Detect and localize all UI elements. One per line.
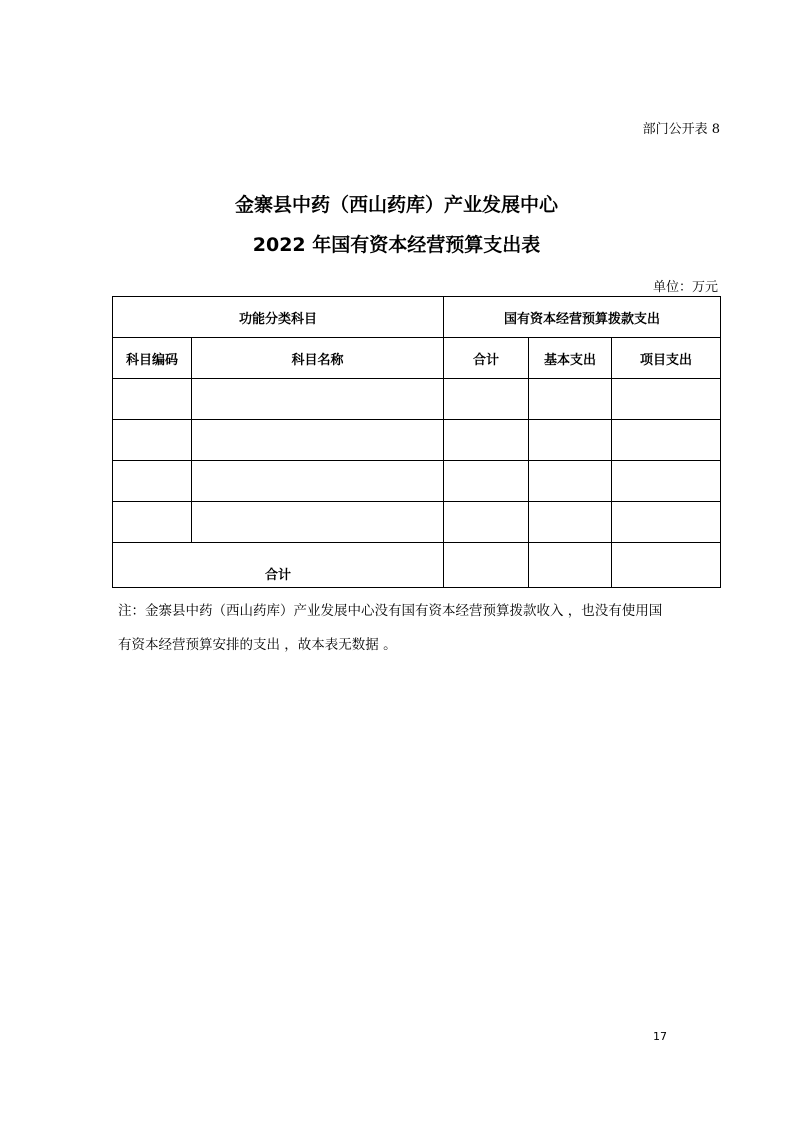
page-title-table: 2022 年国有资本经营预算支出表 [252,234,541,256]
table-cell [529,461,612,502]
table-total-row [113,543,721,588]
table-cell [444,379,529,420]
table-cell [444,461,529,502]
table-cell [192,379,444,420]
total-label: 合计 [113,543,444,588]
total-cell-basic [529,543,612,588]
column-header-project: 项目支出 [612,338,721,379]
budget-table [112,296,721,588]
group-header-functional-classification: 功能分类科目 [113,297,444,338]
table-cell [444,420,529,461]
table-group-header-row [113,297,721,338]
table-row [113,420,721,461]
table-column-header-row [113,338,721,379]
table-cell [612,461,721,502]
table-cell [113,461,192,502]
table-cell [529,502,612,543]
table-cell [113,502,192,543]
column-header-basic: 基本支出 [529,338,612,379]
group-header-budget-allocation: 国有资本经营预算拨款支出 [444,297,721,338]
column-header-total: 合计 [444,338,529,379]
note-line-2: 有资本经营预算安排的支出 ，故本表无数据 。 [118,637,397,653]
table-cell [444,502,529,543]
table-row [113,502,721,543]
document-reference: 部门公开表 8 [642,122,720,137]
table-cell [612,379,721,420]
table-cell [192,461,444,502]
table-cell [612,502,721,543]
table-cell [529,420,612,461]
table-cell [113,420,192,461]
table-row [113,461,721,502]
unit-label: 单位：万元 [652,280,718,295]
table-cell [529,379,612,420]
table-cell [192,502,444,543]
table-cell [192,420,444,461]
table-cell [612,420,721,461]
page-title-organization: 金寨县中药（西山药库）产业发展中心 [234,194,558,216]
page-number: 17 [653,1030,667,1043]
table-cell [113,379,192,420]
total-cell-project [612,543,721,588]
column-header-code: 科目编码 [113,338,192,379]
table-row [113,379,721,420]
note-line-1: 注：金寨县中药（西山药库）产业发展中心没有国有资本经营预算拨款收入 ，也没有使用国 [118,603,663,619]
column-header-name: 科目名称 [192,338,444,379]
total-cell-total [444,543,529,588]
table-note [118,594,718,662]
